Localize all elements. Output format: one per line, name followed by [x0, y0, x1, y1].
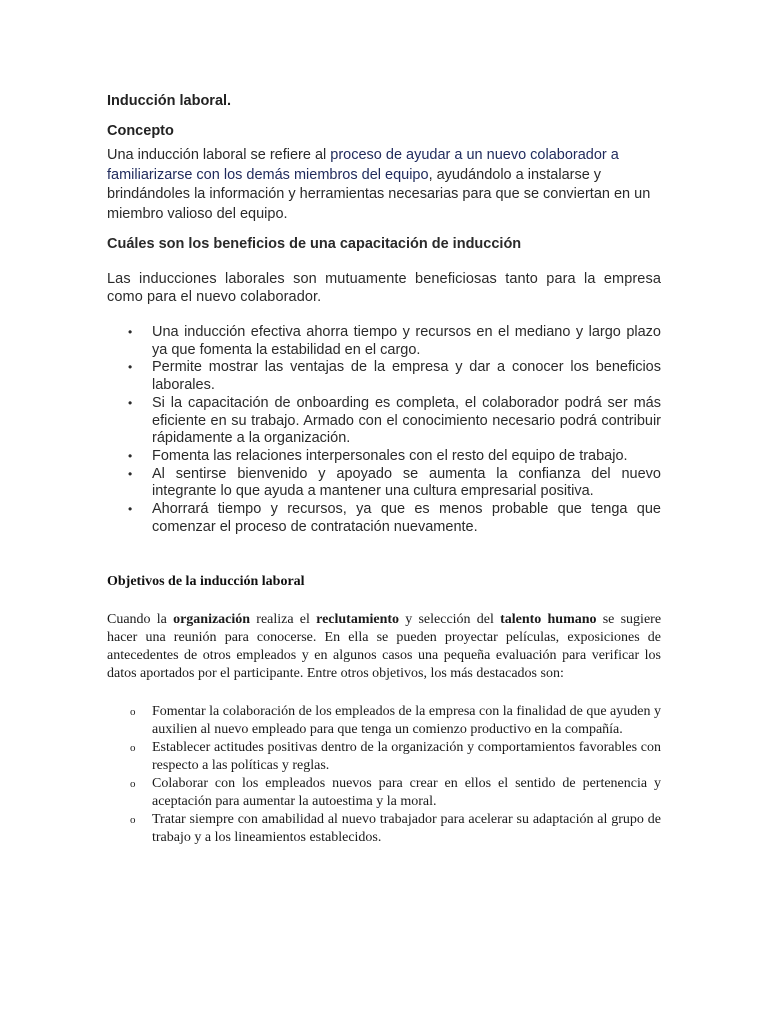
- benefits-list-item: [128, 447, 661, 466]
- bullet-circle-icon: o: [130, 814, 136, 827]
- benefits-list-item: [128, 501, 661, 536]
- bullet-dot-icon: •: [128, 466, 133, 481]
- benefits-item-text: Fomenta las relaciones interpersonales con el resto del equipo de trabajo.: [152, 447, 628, 464]
- bullet-dot-icon: •: [128, 448, 133, 463]
- objectives-text-part: Cuando la: [107, 612, 174, 628]
- document-title: Inducción laboral.: [107, 93, 232, 109]
- objectives-list-item: [130, 703, 661, 739]
- objectives-list-item: [130, 739, 661, 775]
- objectives-text-part: y selección del: [399, 612, 501, 628]
- concept-text-before: Una inducción laboral se refiere al: [107, 147, 331, 163]
- bullet-circle-icon: o: [130, 778, 136, 791]
- benefits-list-item: [128, 465, 661, 501]
- benefits-item-text: Una inducción efectiva ahorra tiempo y recursos en el mediano y largo plazo ya que fomenta la estabilidad en el cargo.: [152, 324, 661, 358]
- objectives-paragraph: [107, 611, 661, 683]
- bullet-dot-icon: •: [128, 360, 133, 375]
- objectives-bold-term: reclutamiento: [316, 612, 400, 628]
- benefits-item-text: Al sentirse bienvenido y apoyado se aumenta la confianza del nuevo integrante lo que ayuda a mantener una cultura empresarial positiva.: [152, 465, 661, 500]
- objectives-text-part: realiza el: [250, 612, 317, 628]
- concept-highlight-text: proceso de ayudar a un nuevo colaborador a familiarizarse con los demás miembros del equipo: [107, 147, 619, 183]
- objectives-item-text: Establecer actitudes positivas dentro de la organización y comportamientos favorables con respecto a las políticas y reglas.: [152, 740, 661, 774]
- bullet-dot-icon: •: [128, 395, 133, 410]
- benefits-item-text: Si la capacitación de onboarding es completa, el colaborador podrá ser más eficiente en su trabajo. Armado con el conocimiento necesario podrá contribuir rápidamente a la organización.: [152, 394, 661, 447]
- benefits-list: [107, 324, 661, 536]
- objectives-heading: Objetivos de la inducción laboral: [107, 574, 305, 590]
- benefits-heading: Cuáles son los beneficios de una capacitación de inducción: [107, 236, 522, 252]
- objectives-bold-term: organización: [173, 612, 251, 628]
- objectives-item-text: Tratar siempre con amabilidad al nuevo trabajador para acelerar su adaptación al grupo de trabajo y a los lineamientos establecidos.: [152, 812, 661, 846]
- benefits-item-text: Ahorrará tiempo y recursos, ya que es menos probable que tenga que comenzar el proceso de contratación nuevamente.: [152, 501, 661, 535]
- concept-paragraph: [107, 146, 661, 224]
- concept-heading: Concepto: [107, 123, 174, 139]
- objectives-list-item: [130, 811, 661, 847]
- objectives-item-text: Fomentar la colaboración de los empleados de la empresa con la finalidad de que ayuden y auxilien al nuevo empleado para que tenga un comienzo productivo en la compañía.: [152, 704, 661, 738]
- benefits-list-item: [128, 359, 661, 394]
- bullet-dot-icon: •: [128, 502, 133, 517]
- bullet-dot-icon: •: [128, 325, 133, 339]
- concept-text-after: , ayudándolo a instalarse y brindándoles la información y herramientas necesarias para que se conviertan en un miembro valioso del equipo.: [107, 166, 651, 222]
- objectives-text-part: se sugiere hacer una reunión para conocerse. En ella se pueden proyectar películas, exposiciones de antecedentes de otros empleados y en algunos casos una pequeña evaluación para verificar los datos aportados por el participante. Entre otros objetivos, los más destacados son:: [107, 612, 662, 682]
- benefits-list-item: [128, 394, 661, 448]
- bullet-circle-icon: o: [130, 742, 136, 755]
- objectives-bold-term: talento humano: [500, 612, 597, 628]
- objectives-item-text: Colaborar con los empleados nuevos para crear en ellos el sentido de pertenencia y aceptación para aumentar la autoestima y la moral.: [152, 776, 661, 810]
- objectives-list-item: [130, 775, 661, 811]
- objectives-list: [107, 703, 661, 847]
- benefits-list-item: [128, 324, 661, 359]
- benefits-item-text: Permite mostrar las ventajas de la empresa y dar a conocer los beneficios laborales.: [152, 359, 661, 394]
- bullet-circle-icon: o: [130, 706, 136, 719]
- benefits-intro-paragraph: Las inducciones laborales son mutuamente beneficiosas tanto para la empresa como para el nuevo colaborador.: [107, 271, 661, 305]
